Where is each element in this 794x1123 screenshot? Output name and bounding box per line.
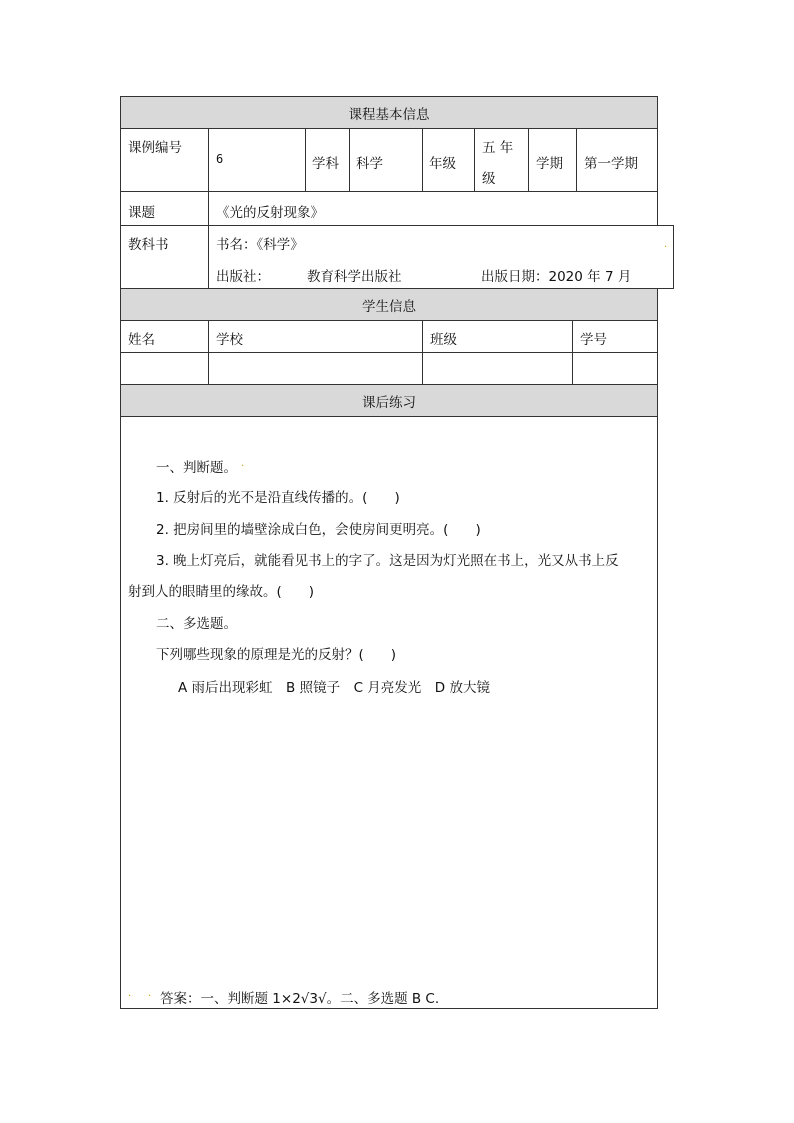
- student-info-header: [121, 289, 657, 320]
- question-3-line1: 3. 晚上灯亮后，就能看见书上的字了。这是因为灯光照在书上，光又从书上反: [156, 553, 619, 569]
- grade-label: 年级: [429, 156, 456, 172]
- multiple-choice-question: 下列哪些现象的原理是光的反射？( ): [156, 647, 397, 663]
- exercise-header: [121, 385, 657, 416]
- subject-label: 学科: [312, 156, 339, 172]
- class-label: 班级: [430, 332, 457, 348]
- answer-line: 答案：一、判断题 1×2√3√。二、多选题 B C.: [160, 991, 440, 1007]
- term-value: 第一学期: [584, 156, 638, 172]
- question-2: 2. 把房间里的墙壁涂成白色，会使房间更明亮。( ): [156, 522, 481, 538]
- marker-dot: .: [241, 458, 245, 469]
- part1-title: 一、判断题。: [156, 460, 237, 476]
- exercise-header-text: 课后练习: [362, 394, 416, 411]
- marker-dot: .: [148, 988, 152, 999]
- student-no-entry-cell[interactable]: [573, 353, 657, 384]
- school-entry-cell[interactable]: [209, 353, 422, 384]
- part2-title: 二、多选题。: [156, 616, 237, 632]
- topic-label: 课题: [128, 205, 155, 221]
- course-info-header-text: 课程基本信息: [348, 106, 430, 123]
- marker-dot: .: [128, 988, 132, 999]
- school-label: 学校: [216, 332, 243, 348]
- course-id-value: 6: [216, 152, 224, 166]
- publisher-value: 教育科学出版社: [307, 269, 402, 285]
- topic-value: 《光的反射现象》: [216, 205, 324, 221]
- student-info-header-text: 学生信息: [362, 298, 416, 315]
- question-3-line2: 射到人的眼睛里的缘故。( ): [128, 584, 315, 600]
- publication-date: 出版日期：2020 年 7 月: [481, 269, 632, 285]
- student-no-label: 学号: [580, 332, 607, 348]
- name-entry-cell[interactable]: [121, 353, 208, 384]
- course-info-header: [121, 97, 657, 128]
- name-label: 姓名: [128, 332, 155, 348]
- marker-dot: .: [664, 239, 668, 250]
- grade-value-line1: 五 年: [482, 140, 514, 156]
- textbook-label: 教科书: [128, 237, 169, 253]
- publisher-label: 出版社：: [216, 269, 270, 285]
- course-id-label: 课例编号: [128, 140, 182, 156]
- book-name: 书名：《科学》: [216, 237, 304, 253]
- term-label: 学期: [536, 156, 563, 172]
- multiple-choice-options: A 雨后出现彩虹 B 照镜子 C 月亮发光 D 放大镜: [178, 680, 490, 696]
- question-1: 1. 反射后的光不是沿直线传播的。( ): [156, 490, 400, 506]
- subject-value: 科学: [356, 156, 383, 172]
- grade-value-line2: 级: [482, 171, 496, 187]
- class-entry-cell[interactable]: [423, 353, 572, 384]
